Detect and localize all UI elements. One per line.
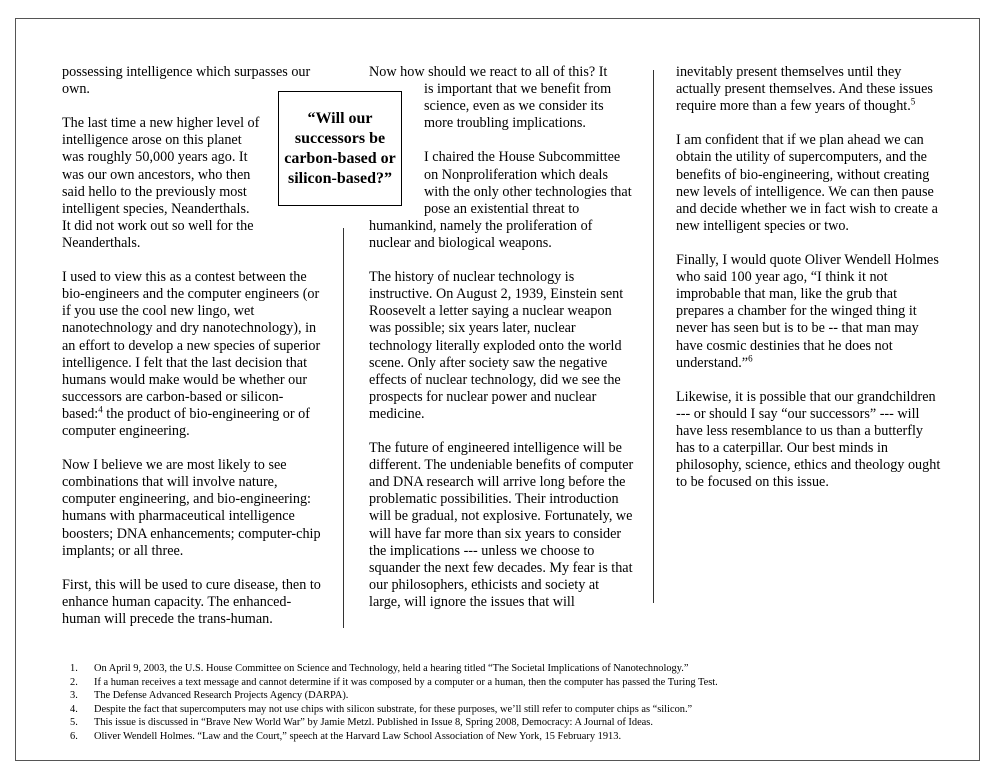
footnote — [70, 716, 950, 730]
footnote-text: If a human receives a text message and cannot determine if it was composed by a computer or a human, then the computer has passed the Turing Test. — [94, 676, 718, 688]
paragraph — [369, 149, 634, 252]
paragraph — [676, 64, 941, 115]
paragraph-text: humankind, namely the proliferation of nuclear and biological weapons. — [369, 217, 593, 251]
footnote-ref: 5 — [910, 96, 916, 107]
column-divider-left — [343, 228, 344, 628]
pull-quote: “Will our successors be carbon-based or silicon-based?” — [278, 91, 402, 206]
paragraph: I am confident that if we plan ahead we can obtain the utility of supercomputers, and the benefits of bio-engineering, without creating new levels of intelligence. We can then pause and decide whether we in fact wish to create a new intelligent species or two. — [676, 132, 938, 234]
column-2 — [369, 64, 634, 628]
footnote-ref: 4 — [98, 404, 103, 415]
footnote-ref: 6 — [748, 352, 753, 363]
footnote-number: 6. — [70, 730, 78, 742]
footnote-text: Despite the fact that supercomputers may not use chips with silicon substrate, for these purposes, we’ll still refer to computer chips as “silicon.” — [94, 703, 693, 715]
footnote — [70, 730, 950, 744]
paragraph-text: I used to view this as a contest between the bio-engineers and the computer engineers (or if you use the cool new lingo, wet nanotechnology and dry nanotechnology), in an effort to develop a new species of superior intelligence. I felt that the last decision that humans would make would be whether our successors are carbon-based or silicon-based: — [62, 269, 321, 422]
column-divider-right — [653, 70, 654, 603]
paragraph — [62, 269, 324, 440]
paragraph-text: I chaired the House Subcommittee on Nonproliferation which deals with the only other technologies that pose an existential threat to — [424, 149, 632, 217]
paragraph: possessing intelligence which surpasses our own. — [62, 64, 311, 98]
column-3 — [676, 64, 941, 508]
footnote-text: On April 9, 2003, the U.S. House Committee on Science and Technology, held a hearing titled “The Societal Implications of Nanotechnology.” — [94, 663, 689, 674]
paragraph-lead: Now how should we react to all of this? It — [369, 64, 608, 80]
paragraph — [369, 64, 634, 132]
footnote — [70, 703, 950, 717]
paragraph: The history of nuclear technology is instructive. On August 2, 1939, Einstein sent Roosevelt a letter saying a nuclear weapon was possible; six years later, nuclear technology literally exploded onto the world scene. Only after society saw the negative effects of nuclear technology, did we see the prospects for nuclear power and nuclear medicine. — [369, 269, 624, 422]
paragraph-text: Finally, I would quote Oliver Wendell Holmes who said 100 year ago, “I think it not improbable that man, like the grub that prepares a chamber for the winged thing it never has seen but is to be -- that man may have cosmic destinies that he does not understand.” — [676, 252, 939, 371]
paragraph-text: the product of bio-engineering or of computer engineering. — [62, 405, 310, 439]
footnote-number: 4. — [70, 703, 78, 715]
paragraph: Likewise, it is possible that our grandchildren --- or should I say “our successors” --- will have less resemblance to us than a butterfly has to a caterpillar. Our best minds in philosophy, science, ethics and theology ought to be focused on this issue. — [676, 388, 941, 491]
footnote-number: 1. — [70, 663, 78, 674]
paragraph — [676, 252, 941, 372]
paragraph-text: The last time a new higher level of intelligence arose on this planet was roughly 50,000 years ago. It was our own ancestors, who then said hello to the previously most intelligent species, Neanderthals. — [62, 115, 260, 217]
paragraph: First, this will be used to cure disease, then to enhance human capacity. The enhanced-human will precede the trans-human. — [62, 576, 321, 627]
footnote — [70, 662, 950, 676]
paragraph-text: inevitably present themselves until they actually present themselves. And these issues require more than a few years of thought. — [676, 64, 933, 115]
paragraph-text: It did not work out so well for the Neanderthals. — [62, 217, 254, 251]
paragraph: Now I believe we are most likely to see combinations that will involve nature, computer engineering, and bio-engineering: humans with pharmaceutical intelligence boosters; DNA enhancements; computer-chip implants; or all three. — [62, 457, 321, 559]
footnote-number: 5. — [70, 717, 78, 728]
footnote-text: Oliver Wendell Holmes. “Law and the Court,” speech at the Harvard Law School Association of New York, 15 February 1913. — [94, 730, 622, 742]
paragraph: The future of engineered intelligence will be different. The undeniable benefits of computer and DNA research will arrive long before the problematic possibilities. Their introduction will be gradual, not explosive. Fortunately, we will have far more than six years to consider the implications --- unless we choose to squander the next few decades. My fear is that our philosophers, ethicists and society at large, will ignore the issues that will — [369, 440, 634, 610]
footnote-number: 2. — [70, 676, 78, 688]
footnote-text: The Defense Advanced Research Projects Agency (DARPA). — [94, 690, 349, 701]
footnote — [70, 676, 950, 690]
footnote-number: 3. — [70, 690, 78, 701]
footnotes — [70, 662, 950, 743]
paragraph-text: is important that we benefit from science, even as we consider its more troubling implications. — [424, 81, 612, 132]
footnote — [70, 689, 950, 703]
footnote-text: This issue is discussed in “Brave New World War” by Jamie Metzl. Published in Issue 8, Spring 2008, Democracy: A Journal of Ideas. — [94, 717, 653, 728]
